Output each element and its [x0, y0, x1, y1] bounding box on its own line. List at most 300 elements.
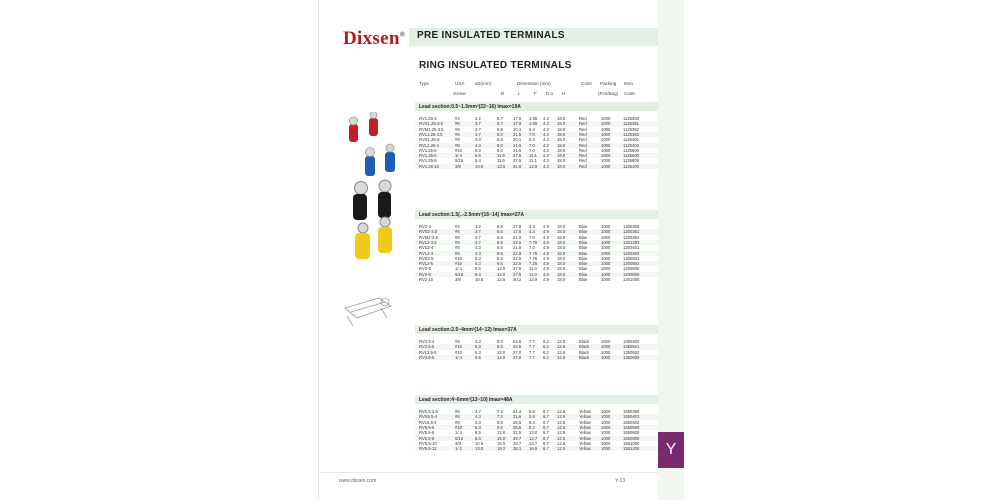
table-cell: 12.0: [497, 266, 506, 272]
table-cell: 1550800: [623, 435, 640, 441]
table-cell: 1000: [601, 419, 611, 425]
table-cell: 7.0: [529, 142, 535, 148]
table-cell: 8.0: [497, 339, 503, 344]
table-cell: #10: [455, 424, 462, 430]
table-cell: 4.3: [475, 245, 481, 251]
table-cell: Red: [579, 153, 587, 159]
group-header: [415, 395, 659, 404]
table-cell: 4.9: [543, 234, 549, 240]
table-cell: 1000: [601, 414, 611, 420]
table-cell: 6.2: [543, 354, 549, 360]
table-cell: 21.0: [513, 234, 522, 240]
col-usa-sub: Screw: [453, 91, 466, 96]
table-cell: 8.5: [497, 255, 503, 261]
table-cell: 1201353: [623, 239, 640, 245]
table-cell: 31.5: [513, 430, 522, 436]
table-cell: RVS2-4: [419, 245, 434, 251]
terminal-drawing-icon: [345, 298, 391, 326]
header-title: PRE INSULATED TERMINALS: [417, 30, 565, 41]
table-cell: 1000: [601, 271, 611, 277]
col-packing: Packing: [600, 81, 617, 86]
table-cell: 1000: [601, 131, 611, 137]
footer-divider: [319, 472, 659, 473]
table-cell: #10: [455, 147, 462, 153]
table-cell: 4.3: [543, 142, 549, 148]
table-cell: 18.0: [557, 271, 566, 277]
table-cell: 1000: [601, 446, 611, 452]
table-cell: 1200501: [623, 255, 640, 261]
table-row: [415, 277, 659, 282]
table-cell: 3.2: [475, 116, 481, 121]
table-cell: 4.3: [475, 414, 481, 420]
table-cell: 4.3: [475, 142, 481, 148]
table-cell: 6.5: [475, 430, 481, 436]
table-cell: 6.6: [497, 137, 503, 143]
table-cell: 4.9: [543, 255, 549, 261]
table-cell: 18.0: [557, 147, 566, 153]
table-cell: 38.1: [513, 446, 522, 452]
table-cell: 3.7: [475, 239, 481, 245]
table-cell: RVS5.5-4: [419, 414, 438, 420]
table-cell: 7.0: [529, 234, 535, 240]
table-cell: 1000: [601, 277, 611, 282]
table-cell: 11.0: [529, 266, 537, 272]
table-cell: 1000: [601, 158, 611, 164]
table-cell: 3.7: [475, 229, 481, 235]
table-cell: 1000: [601, 339, 611, 344]
table-cell: 8.4: [475, 158, 481, 164]
table-cell: 1000: [601, 137, 611, 143]
table-cell: 4.3: [543, 153, 549, 159]
table-cell: 7.75: [529, 239, 538, 245]
table-cell: RVL2-4: [419, 250, 434, 256]
table-row: [415, 355, 659, 360]
table-cell: 25.5: [513, 419, 522, 425]
table-cell: 5.9: [529, 414, 535, 420]
table-cell: 7.2: [497, 414, 503, 420]
table-cell: 1125500: [623, 147, 639, 153]
table-cell: 22.5: [513, 261, 522, 267]
table-cell: 27.0: [513, 354, 522, 360]
table-cell: RVS1.25-4: [419, 137, 440, 143]
red-ring-terminal-icon: [349, 112, 378, 142]
table-cell: 5/16: [455, 158, 464, 164]
table-cell: 4.3: [543, 131, 549, 137]
table-cell: 21.0: [513, 245, 522, 251]
table-cell: RVS2-5: [419, 255, 434, 261]
table-cell: #6: [455, 239, 460, 245]
col-type: Type: [419, 81, 429, 86]
table-cell: 18.0: [557, 250, 566, 256]
table-cell: Blue: [579, 245, 588, 251]
table-cell: 1000: [601, 430, 611, 436]
table-cell: 1000: [601, 344, 611, 350]
table-cell: 5/16: [455, 435, 464, 441]
table-cell: 4.3: [475, 339, 481, 344]
table-cell: Yellow: [579, 414, 591, 420]
table-cell: 12.0: [497, 349, 506, 355]
table-cell: 1000: [601, 266, 611, 272]
table-cell: 11.0: [529, 271, 537, 277]
table-cell: 4.3: [475, 250, 481, 256]
table-cell: 1125100: [623, 163, 639, 169]
table-cell: Blue: [579, 239, 588, 245]
table-cell: 1550401: [623, 414, 640, 420]
table-cell: 12.5: [557, 354, 566, 360]
table-cell: #6: [455, 234, 460, 240]
table-cell: 5.3: [475, 255, 481, 261]
table-cell: 17.8: [513, 121, 522, 127]
table-cell: 1125401: [623, 137, 639, 143]
table-cell: 18.0: [557, 229, 566, 235]
table-cell: 27.0: [513, 349, 522, 355]
table-cell: Yellow: [579, 446, 591, 452]
table-cell: 25.5: [513, 424, 522, 430]
table-cell: 8.0: [497, 142, 503, 148]
table-cell: RVM1.25-3.5: [419, 126, 444, 132]
table-cell: 33.7: [513, 440, 522, 446]
table-cell: #6: [455, 229, 460, 235]
table-cell: 18.0: [557, 255, 566, 261]
table-cell: 1550500: [623, 424, 640, 430]
table-row: [415, 446, 659, 451]
table-cell: 24.5: [513, 344, 522, 350]
table-cell: Red: [579, 137, 587, 143]
table-cell: 8.0: [497, 344, 503, 350]
table-cell: Yellow: [579, 435, 591, 441]
table-cell: 1551200: [623, 446, 640, 452]
table-cell: 3/8: [455, 440, 461, 446]
col-d: D o: [546, 91, 554, 96]
table-cell: 17.8: [513, 229, 522, 235]
table-cell: 1125352: [623, 126, 639, 132]
table-cell: 1350600: [623, 354, 640, 360]
table-cell: 11.6: [497, 153, 505, 159]
table-cell: 1200401: [623, 245, 640, 251]
table-cell: #6: [455, 121, 460, 127]
table-cell: 8.0: [497, 131, 503, 137]
table-cell: 5.7: [497, 121, 503, 127]
table-cell: 3.2: [475, 224, 481, 229]
terminal-photos: [341, 112, 401, 352]
table-cell: 7.0: [529, 147, 535, 153]
table-cell: 18.0: [557, 245, 566, 251]
table-cell: 6.7: [543, 419, 549, 425]
table-cell: 7.7: [529, 339, 535, 344]
col-l: L: [518, 91, 521, 96]
table-cell: 18.0: [557, 121, 566, 127]
table-cell: #8: [455, 245, 460, 251]
table-cell: Black: [579, 354, 590, 360]
table-cell: 21.4: [513, 409, 522, 414]
table-cell: 18.0: [557, 277, 566, 282]
table-cell: 1201000: [623, 277, 640, 282]
table-cell: 1200300: [623, 224, 640, 229]
table-cell: 18.0: [557, 153, 566, 159]
group-header: [415, 325, 659, 334]
table-cell: RVM2-3.5: [419, 234, 438, 240]
table-cell: Blue: [579, 250, 588, 256]
table-cell: #8: [455, 142, 460, 148]
table-cell: 1200502: [623, 261, 640, 267]
table-cell: 24.5: [513, 339, 522, 344]
table-cell: 15.0: [497, 440, 506, 446]
table-cell: 6.6: [497, 126, 503, 132]
table-cell: 4.95: [529, 116, 538, 121]
table-cell: RVL3.5-5: [419, 349, 437, 355]
table-cell: 18.0: [557, 116, 566, 121]
table-cell: RV3.5-4: [419, 339, 435, 344]
table-cell: 4.9: [543, 271, 549, 277]
table-cell: 1551000: [623, 440, 640, 446]
table-cell: 4.3: [475, 137, 481, 143]
table-cell: 1/ 2: [455, 446, 462, 452]
table-cell: 7.7: [529, 344, 535, 350]
table-cell: RV1.25-6: [419, 153, 437, 159]
table-cell: #6: [455, 409, 460, 414]
table-cell: RVL1.25-3.5: [419, 131, 443, 137]
table-cell: 6.7: [543, 435, 549, 441]
table-cell: 1000: [601, 349, 611, 355]
table-cell: 6.3: [529, 126, 535, 132]
table-cell: 3.7: [475, 121, 481, 127]
table-cell: 21.5: [513, 131, 522, 137]
header-bar: [409, 28, 659, 46]
table-cell: 1550402: [623, 419, 640, 425]
table-cell: 13.6: [497, 277, 506, 282]
table-cell: 7.2: [497, 409, 503, 414]
table-cell: 4.3: [475, 419, 481, 425]
table-cell: 1000: [601, 142, 611, 148]
table-cell: Yellow: [579, 424, 591, 430]
table-cell: 1/ 4: [455, 354, 462, 360]
table-cell: 9.5: [497, 424, 503, 430]
table-cell: 6.6: [497, 224, 503, 229]
table-cell: 12.5: [557, 440, 566, 446]
table-cell: #8: [455, 339, 460, 344]
section-tab[interactable]: Y: [658, 432, 684, 468]
table-cell: 4.9: [543, 229, 549, 235]
table-cell: 9.5: [497, 419, 503, 425]
table-cell: 18.0: [557, 224, 566, 229]
table-cell: 4.9: [543, 277, 549, 282]
table-cell: 1125353: [623, 131, 639, 137]
table-cell: 13.9: [529, 277, 538, 282]
col-item: Item: [624, 81, 633, 86]
table-cell: Blue: [579, 224, 588, 229]
table-cell: 16.9: [529, 446, 538, 452]
table-cell: 5.7: [497, 116, 503, 121]
table-cell: 4.9: [543, 239, 549, 245]
table-cell: 1350502: [623, 349, 640, 355]
table-cell: RV1.25-3: [419, 116, 437, 121]
table-cell: Yellow: [579, 419, 591, 425]
table-cell: 6.6: [497, 245, 503, 251]
table-cell: Black: [579, 349, 590, 355]
table-cell: 4.9: [543, 250, 549, 256]
table-cell: 13.0: [475, 446, 484, 452]
table-cell: 8.5: [497, 250, 503, 256]
table-cell: 6.7: [543, 430, 549, 436]
table-cell: 18.0: [557, 163, 566, 169]
table-cell: RV5.5-5: [419, 424, 435, 430]
table-cell: 31.6: [513, 163, 522, 169]
table-cell: Black: [579, 339, 590, 344]
group-label: Lead section:2.5~4mm²(14~12) Imax=37A: [419, 327, 517, 333]
table-cell: 11.6: [497, 158, 505, 164]
table-cell: 7.7: [529, 349, 535, 355]
table-cell: 4.3: [543, 126, 549, 132]
yellow-ring-terminal-icon: [355, 217, 392, 259]
table-cell: Red: [579, 121, 587, 127]
table-cell: 8.3: [529, 419, 535, 425]
table-cell: 11.1: [529, 153, 537, 159]
table-cell: 6.3: [529, 137, 535, 143]
table-cell: #8: [455, 414, 460, 420]
table-cell: 10.5: [475, 163, 484, 169]
table-cell: 1550350: [623, 409, 640, 414]
table-cell: 12.0: [497, 430, 506, 436]
table-cell: #8: [455, 419, 460, 425]
table-cell: #6: [455, 126, 460, 132]
table-cell: 1125402: [623, 142, 639, 148]
table-cell: Yellow: [579, 440, 591, 446]
table-cell: 1000: [601, 116, 611, 121]
table-cell: 21.5: [513, 147, 522, 153]
table-cell: 4.3: [529, 229, 535, 235]
col-d2: ø2(mm): [475, 81, 492, 86]
group-header: [415, 102, 659, 111]
table-cell: 1000: [601, 440, 611, 446]
table-cell: 5.3: [475, 147, 481, 153]
catalog-page: [318, 0, 659, 500]
table-cell: 1350400: [623, 339, 640, 344]
table-cell: 6.7: [543, 446, 549, 452]
table-cell: 18.0: [557, 234, 566, 240]
table-cell: 22.5: [513, 255, 522, 261]
table-cell: 13.9: [529, 163, 538, 169]
table-cell: 6.7: [543, 424, 549, 430]
table-cell: 1200402: [623, 250, 640, 256]
black-ring-terminal-icon: [353, 180, 391, 220]
table-cell: #10: [455, 344, 462, 350]
table-cell: 3.7: [475, 409, 481, 414]
table-cell: 6.6: [497, 234, 503, 240]
table-cell: 1125300: [623, 116, 639, 121]
table-cell: 1125808: [623, 158, 639, 164]
col-h: H: [562, 91, 566, 96]
table-cell: 1/ 4: [455, 430, 462, 436]
table-cell: #10: [455, 349, 462, 355]
table-cell: 9.5: [497, 261, 503, 267]
table-cell: 1000: [601, 163, 611, 169]
table-cell: 18.0: [557, 126, 566, 132]
table-cell: 5.3: [475, 349, 481, 355]
table-cell: 8.3: [529, 424, 535, 430]
table-cell: 21.6: [513, 414, 522, 420]
table-cell: RVL5.5-4: [419, 419, 437, 425]
page-spine: [658, 0, 684, 500]
table-cell: 3.7: [475, 234, 481, 240]
table-cell: 4.3: [543, 137, 549, 143]
table-cell: RV1.25-10: [419, 163, 439, 169]
table-cell: 12.5: [557, 409, 566, 414]
table-cell: 4.9: [543, 261, 549, 267]
table-cell: RVS2-3.5: [419, 229, 438, 235]
table-cell: 20.1: [513, 126, 522, 132]
group-label: Lead section:1.5(..-2.5mm²(16~14) Imax=27A: [419, 212, 525, 218]
table-cell: 27.5: [513, 153, 522, 159]
page-number: Y-13: [615, 478, 626, 484]
table-cell: 1000: [601, 126, 611, 132]
table-cell: 11.1: [529, 158, 537, 164]
table-cell: 5.3: [475, 344, 481, 350]
table-cell: RVL2-5: [419, 261, 434, 267]
table-cell: 10.5: [475, 277, 484, 282]
group-label: Lead section:4~6mm²(13~10) Imax=48A: [419, 397, 513, 403]
table-cell: 27.6: [513, 266, 522, 272]
table-cell: 7.75: [529, 255, 538, 261]
table-cell: 33.7: [513, 435, 522, 441]
table-cell: Blue: [579, 234, 588, 240]
table-cell: 1000: [601, 435, 611, 441]
table-cell: RV1.25-5: [419, 147, 437, 153]
table-cell: 5.9: [529, 409, 535, 414]
section-title: RING INSULATED TERMINALS: [419, 60, 572, 71]
table-cell: 1000: [601, 234, 611, 240]
col-f: F: [534, 91, 537, 96]
table-cell: 18.0: [557, 261, 566, 267]
table-cell: Blue: [579, 271, 588, 277]
table-cell: 7.0: [529, 245, 535, 251]
col-dimension: Dimension (mm): [517, 81, 551, 86]
table-cell: 17.8: [513, 224, 522, 229]
table-cell: 4.95: [529, 121, 538, 127]
table-cell: 1000: [601, 153, 611, 159]
table-cell: 1000: [601, 261, 611, 267]
table-cell: 18.0: [557, 131, 566, 137]
table-cell: 1000: [601, 255, 611, 261]
table-cell: 4.3: [543, 116, 549, 121]
table-cell: 12.5: [557, 414, 566, 420]
table-cell: RV2-6: [419, 266, 431, 272]
col-usa: USA: [455, 81, 465, 86]
table-cell: 4.9: [543, 224, 549, 229]
table-cell: 1000: [601, 147, 611, 153]
table-cell: 1200351: [623, 229, 640, 235]
table-cell: 1000: [601, 229, 611, 235]
group-header: [415, 210, 659, 219]
table-cell: 1000: [601, 239, 611, 245]
table-cell: 6.6: [497, 229, 503, 235]
table-cell: 1200600: [623, 266, 640, 272]
table-cell: 1125351: [623, 121, 639, 127]
table-cell: 6.2: [543, 349, 549, 355]
table-cell: 6.5: [475, 266, 481, 272]
col-b: B: [501, 91, 505, 96]
table-cell: 12.5: [557, 435, 566, 441]
table-cell: 5/16: [455, 271, 464, 277]
table-cell: 18.0: [557, 158, 566, 164]
table-cell: 6.2: [543, 344, 549, 350]
table-cell: 4.9: [543, 245, 549, 251]
table-cell: 22.5: [513, 239, 522, 245]
table-cell: #6: [455, 131, 460, 137]
table-cell: Red: [579, 116, 587, 121]
table-cell: RV2-8: [419, 271, 431, 277]
table-cell: Blue: [579, 255, 588, 261]
table-cell: RV2-3: [419, 224, 431, 229]
